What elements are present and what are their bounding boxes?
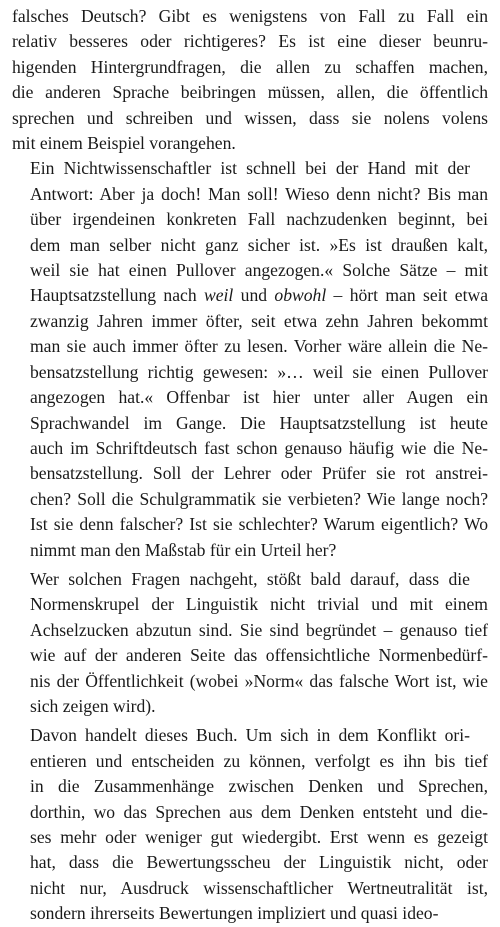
paragraph xyxy=(12,4,500,156)
text-run: – hört man seit etwa xyxy=(326,285,488,306)
book-page xyxy=(12,4,500,927)
text-line: mit einem Beispiel vorangehen. xyxy=(12,133,236,154)
text-line: nis der Öffentlichkeit (wobei »Norm« das falsche Wort ist, wie xyxy=(30,670,488,691)
text-line: Antwort: Aber ja doch! Man soll! Wieso denn nicht? Bis man xyxy=(30,183,488,204)
text-line: dorthin, wo das Sprechen aus dem Denken entsteht und die- xyxy=(30,801,488,822)
text-line: sich zeigen wird). xyxy=(30,695,156,716)
text-line: higenden Hintergrundfragen, die allen zu schaffen machen, xyxy=(12,56,488,77)
text-line: zwanzig Jahren immer öfter, seit etwa zehn Jahren bekommt xyxy=(30,310,488,331)
text-line: entieren und entscheiden zu können, verfolgt es ihn bis tief xyxy=(30,750,488,771)
text-line: Ist sie denn falscher? Ist sie schlechter? Warum eigentlich? Wo xyxy=(30,514,488,535)
emphasis-word: obwohl xyxy=(274,285,327,306)
text-line: nimmt man den Maßstab für ein Urteil her? xyxy=(30,539,337,560)
text-line: relativ besseres oder richtigeres? Es ist eine dieser beunru- xyxy=(12,31,488,52)
text-line: falsches Deutsch? Gibt es wenigstens von Fall zu Fall ein xyxy=(12,6,488,26)
text-line: man sie auch immer öfter zu lesen. Vorher wäre allein die Ne- xyxy=(30,336,488,357)
text-run: und xyxy=(233,285,275,306)
text-line: ses mehr oder weniger gut wiedergibt. Erst wenn es gezeigt xyxy=(30,827,488,847)
text-line: wie auf der anderen Seite das offensichtliche Normenbedürf- xyxy=(30,645,488,666)
text-line: Sprachwandel im Gange. Die Hauptsatzstellung ist heute xyxy=(30,412,488,433)
text-line: bensatzstellung richtig gewesen: »… weil sie einen Pullover xyxy=(30,361,488,382)
text-line xyxy=(12,283,488,308)
text-line: angezogen hat.« Offenbar ist hier unter aller Augen ein xyxy=(30,387,488,408)
text-line: Achselzucken abzutun sind. Sie sind begründet – genauso tief xyxy=(30,619,488,640)
text-line: Normenskrupel der Linguistik nicht trivial und mit einem xyxy=(30,594,488,615)
paragraph xyxy=(12,567,500,719)
text-line: chen? Soll die Schulgrammatik sie verbieten? Wie lange noch? xyxy=(30,488,488,509)
text-line: Ein Nichtwissenschaftler ist schnell bei der Hand mit der xyxy=(30,158,470,179)
text-line: hat, dass die Bewertungsscheu der Linguistik nicht, oder xyxy=(30,852,488,873)
text-line: bensatzstellung. Soll der Lehrer oder Prüfer sie rot anstrei- xyxy=(30,463,488,484)
text-line: sprechen und schreiben und wissen, dass sie nolens volens xyxy=(12,107,488,128)
text-line: die anderen Sprache beibringen müssen, allen, die öffentlich xyxy=(12,82,488,103)
text-line: nicht nur, Ausdruck wissenschaftlicher Wertneutralität ist, xyxy=(30,877,488,898)
text-line: weil sie hat einen Pullover angezogen.« Solche Sätze – mit xyxy=(30,260,488,281)
text-line: sondern ihrerseits Bewertungen impliziert und quasi ideo- xyxy=(30,903,439,924)
text-line: Davon handelt dieses Buch. Um sich in dem Konflikt ori- xyxy=(30,725,470,746)
emphasis-word: weil xyxy=(203,285,234,306)
text-run: Hauptsatzstellung nach xyxy=(30,285,204,306)
text-line: auch im Schriftdeutsch fast schon genauso häufig wie die Ne- xyxy=(30,437,488,458)
text-line: Wer solchen Fragen nachgeht, stößt bald darauf, dass die xyxy=(30,568,470,589)
paragraph xyxy=(12,156,500,563)
paragraph xyxy=(12,723,500,926)
text-line: in die Zusammenhänge zwischen Denken und Sprechen, xyxy=(30,776,488,797)
text-line: über irgendeinen konkreten Fall nachzudenken beginnt, bei xyxy=(30,209,488,230)
text-line: dem man selber nicht ganz sicher ist. »Es ist draußen kalt, xyxy=(30,234,488,255)
